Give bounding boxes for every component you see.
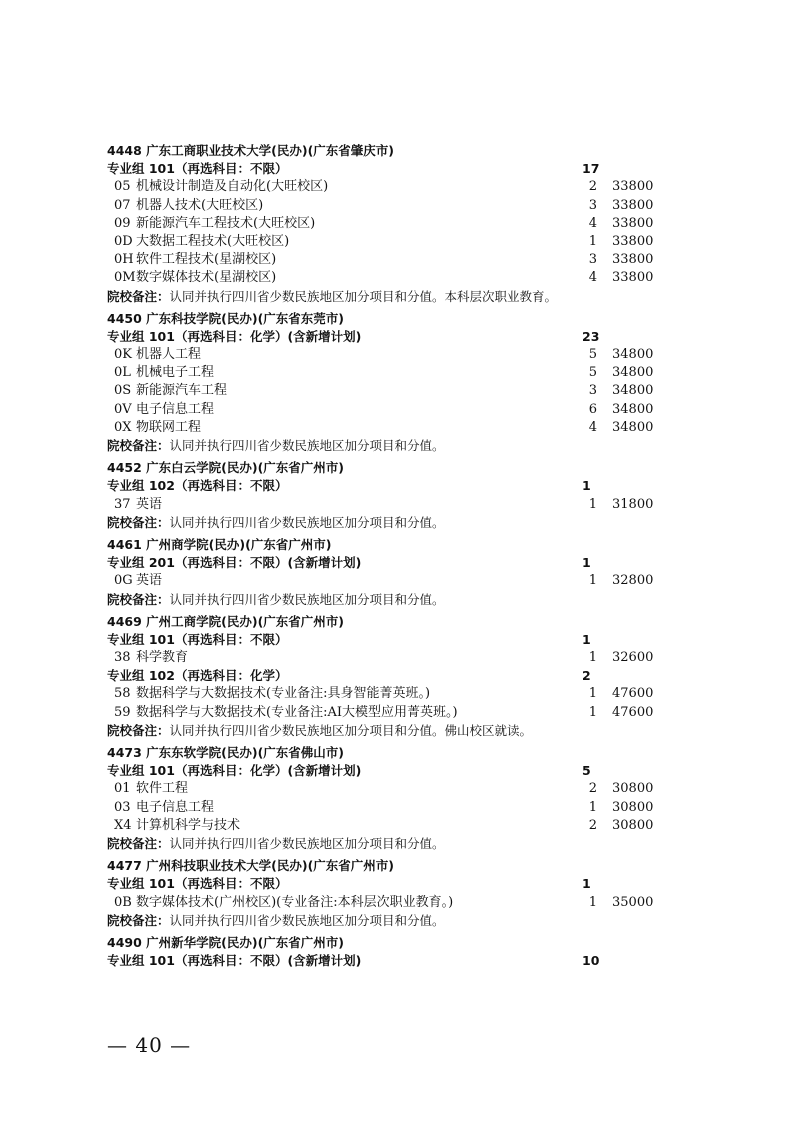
major-group-row [107,631,667,649]
major-code: 05 [114,179,131,195]
major-name: 新能源汽车工程技术(大旺校区) [136,215,316,231]
major-row [107,894,667,912]
major-name: 大数据工程技术(大旺校区) [136,233,290,249]
note-label: 院校备注： [107,835,170,851]
major-code: 0X [114,419,132,435]
school-title: 4448 广东工商职业技术大学(民办)(广东省肇庆市) [107,143,394,158]
major-code: 0L [114,365,131,381]
tuition-fee: 47600 [612,704,654,720]
major-plan-count: 1 [588,799,597,815]
group-label: 专业组 101（再选科目：不限） [107,631,288,647]
tuition-fee: 32600 [612,650,654,666]
note-label: 院校备注： [107,722,170,738]
major-name: 英语 [136,496,163,512]
tuition-fee: 33800 [612,179,654,195]
major-row [107,269,667,287]
major-plan-count: 1 [588,894,597,910]
group-plan-count: 17 [582,161,600,177]
school-note-row [107,912,667,930]
major-row [107,197,667,215]
major-group-row [107,762,667,780]
major-name: 英语 [136,573,163,589]
major-name: 软件工程 [136,781,189,797]
major-plan-count: 5 [588,365,597,381]
major-name: 电子信息工程 [136,401,215,417]
major-row [107,346,667,364]
major-plan-count: 1 [588,573,597,589]
note-text: 认同并执行四川省少数民族地区加分项目和分值。 [169,438,445,453]
school-title: 4450 广东科技学院(民办)(广东省东莞市) [107,310,344,326]
major-name: 机器人工程 [136,347,202,363]
major-code: 58 [114,686,131,702]
major-code: 0D [114,233,133,249]
major-plan-count: 2 [588,817,597,833]
group-plan-count: 5 [582,763,591,779]
tuition-fee: 33800 [612,252,654,268]
note-label: 院校备注： [107,912,170,928]
group-plan-count: 23 [582,328,600,344]
major-plan-count: 4 [588,419,597,435]
note-label: 院校备注： [107,514,170,530]
major-group-row [107,952,667,970]
note-label: 院校备注： [107,438,170,453]
major-code: 09 [114,215,131,231]
major-plan-count: 1 [588,686,597,702]
major-plan-count: 2 [588,781,597,797]
major-row [107,704,667,722]
tuition-fee: 30800 [612,817,654,833]
major-row [107,496,667,514]
major-plan-count: 1 [588,704,597,720]
major-code: 0S [114,383,132,399]
major-code: 0B [114,894,132,910]
school-title: 4490 广州新华学院(民办)(广东省广州市) [107,934,344,950]
major-code: 01 [114,781,131,797]
tuition-fee: 33800 [612,233,654,249]
note-text: 认同并执行四川省少数民族地区加分项目和分值。 [169,514,445,530]
major-group-row [107,875,667,893]
group-label: 专业组 101（再选科目：不限）(含新增计划) [107,953,362,969]
tuition-fee: 33800 [612,270,654,286]
major-code: 03 [114,799,131,815]
school-title: 4461 广州商学院(民办)(广东省广州市) [107,536,332,552]
group-plan-count: 2 [582,668,591,684]
major-row [107,649,667,667]
major-row [107,382,667,400]
tuition-fee: 34800 [612,401,654,417]
note-text: 认同并执行四川省少数民族地区加分项目和分值。本科层次职业教育。 [169,288,558,304]
school-block [107,310,667,456]
page-number: — 40 — [107,1033,192,1057]
group-plan-count: 1 [582,876,591,892]
major-plan-count: 3 [588,383,597,399]
major-name: 计算机科学与技术 [136,817,241,833]
school-block [107,613,667,740]
major-name: 数据科学与大数据技术(专业备注:具身智能菁英班。) [136,686,431,702]
major-plan-count: 1 [588,233,597,249]
tuition-fee: 47600 [612,686,654,702]
group-label: 专业组 101（再选科目：不限） [107,876,288,892]
school-block [107,934,667,970]
group-label: 专业组 101（再选科目：化学）(含新增计划) [107,328,362,344]
major-code: 0K [114,347,132,363]
school-title: 4477 广州科技职业技术大学(民办)(广东省广州市) [107,858,394,874]
major-row [107,817,667,835]
group-plan-count: 10 [582,953,600,969]
group-label: 专业组 201（再选科目：不限）(含新增计划) [107,555,362,571]
group-label: 专业组 101（再选科目：化学）(含新增计划) [107,763,362,779]
school-title: 4469 广州工商学院(民办)(广东省广州市) [107,613,344,629]
tuition-fee: 33800 [612,215,654,231]
major-row [107,215,667,233]
major-group-row [107,328,667,346]
major-code: 0G [114,573,133,589]
major-group-row [107,160,667,178]
major-code: X4 [114,817,132,833]
school-note-row [107,591,667,609]
school-note-row [107,437,667,455]
major-name: 电子信息工程 [136,799,215,815]
major-plan-count: 5 [588,347,597,363]
major-plan-count: 4 [588,215,597,231]
note-text: 认同并执行四川省少数民族地区加分项目和分值。 [169,591,445,607]
major-code: 0H [114,252,134,268]
major-code: 37 [114,496,131,512]
major-name: 数字媒体技术(星湖校区) [136,270,277,286]
major-name: 数据科学与大数据技术(专业备注:AI大模型应用菁英班。) [136,704,458,720]
major-name: 科学教育 [136,650,189,666]
major-plan-count: 1 [588,496,597,512]
school-note-row [107,288,667,306]
tuition-fee: 34800 [612,347,654,363]
school-block [107,142,667,306]
tuition-fee: 30800 [612,781,654,797]
major-row [107,572,667,590]
major-code: 38 [114,650,131,666]
major-group-row [107,667,667,685]
major-row [107,780,667,798]
major-name: 机械电子工程 [136,365,215,381]
group-plan-count: 1 [582,631,591,647]
major-name: 数字媒体技术(广州校区)(专业备注:本科层次职业教育。) [136,894,454,910]
major-code: 0V [114,401,132,417]
note-text: 认同并执行四川省少数民族地区加分项目和分值。 [169,835,445,851]
school-note-row [107,835,667,853]
tuition-fee: 33800 [612,197,654,213]
major-name: 软件工程技术(星湖校区) [136,252,277,268]
major-row [107,178,667,196]
major-row [107,251,667,269]
tuition-fee: 35000 [612,894,654,910]
tuition-fee: 34800 [612,383,654,399]
school-note-row [107,722,667,740]
major-plan-count: 3 [588,197,597,213]
major-plan-count: 1 [588,650,597,666]
major-name: 机械设计制造及自动化(大旺校区) [136,179,329,195]
major-row [107,364,667,382]
major-group-row [107,554,667,572]
tuition-fee: 32800 [612,573,654,589]
major-name: 物联网工程 [136,419,202,435]
school-block [107,857,667,930]
note-label: 院校备注： [107,591,170,607]
note-text: 认同并执行四川省少数民族地区加分项目和分值。佛山校区就读。 [169,722,533,738]
major-row [107,685,667,703]
major-code: 0M [114,270,136,286]
tuition-fee: 34800 [612,365,654,381]
major-plan-count: 3 [588,252,597,268]
school-block [107,536,667,609]
major-row [107,799,667,817]
group-label: 专业组 102（再选科目：不限） [107,478,288,494]
tuition-fee: 30800 [612,799,654,815]
major-group-row [107,477,667,495]
school-title: 4473 广东东软学院(民办)(广东省佛山市) [107,745,344,760]
major-row [107,401,667,419]
note-label: 院校备注： [107,288,170,304]
school-title: 4452 广东白云学院(民办)(广东省广州市) [107,460,344,476]
admission-plan-list [107,142,667,970]
major-row [107,419,667,437]
note-text: 认同并执行四川省少数民族地区加分项目和分值。 [169,912,445,928]
major-plan-count: 4 [588,270,597,286]
group-label: 专业组 102（再选科目：化学） [107,668,288,684]
tuition-fee: 31800 [612,496,654,512]
group-plan-count: 1 [582,478,591,494]
tuition-fee: 34800 [612,419,654,435]
group-label: 专业组 101（再选科目：不限） [107,161,288,177]
major-code: 07 [114,197,131,213]
major-name: 机器人技术(大旺校区) [136,197,264,213]
major-plan-count: 2 [588,179,597,195]
major-row [107,233,667,251]
school-note-row [107,514,667,532]
group-plan-count: 1 [582,555,591,571]
major-name: 新能源汽车工程 [136,383,228,399]
major-plan-count: 6 [588,401,597,417]
major-code: 59 [114,704,131,720]
school-block [107,744,667,853]
school-block [107,459,667,532]
